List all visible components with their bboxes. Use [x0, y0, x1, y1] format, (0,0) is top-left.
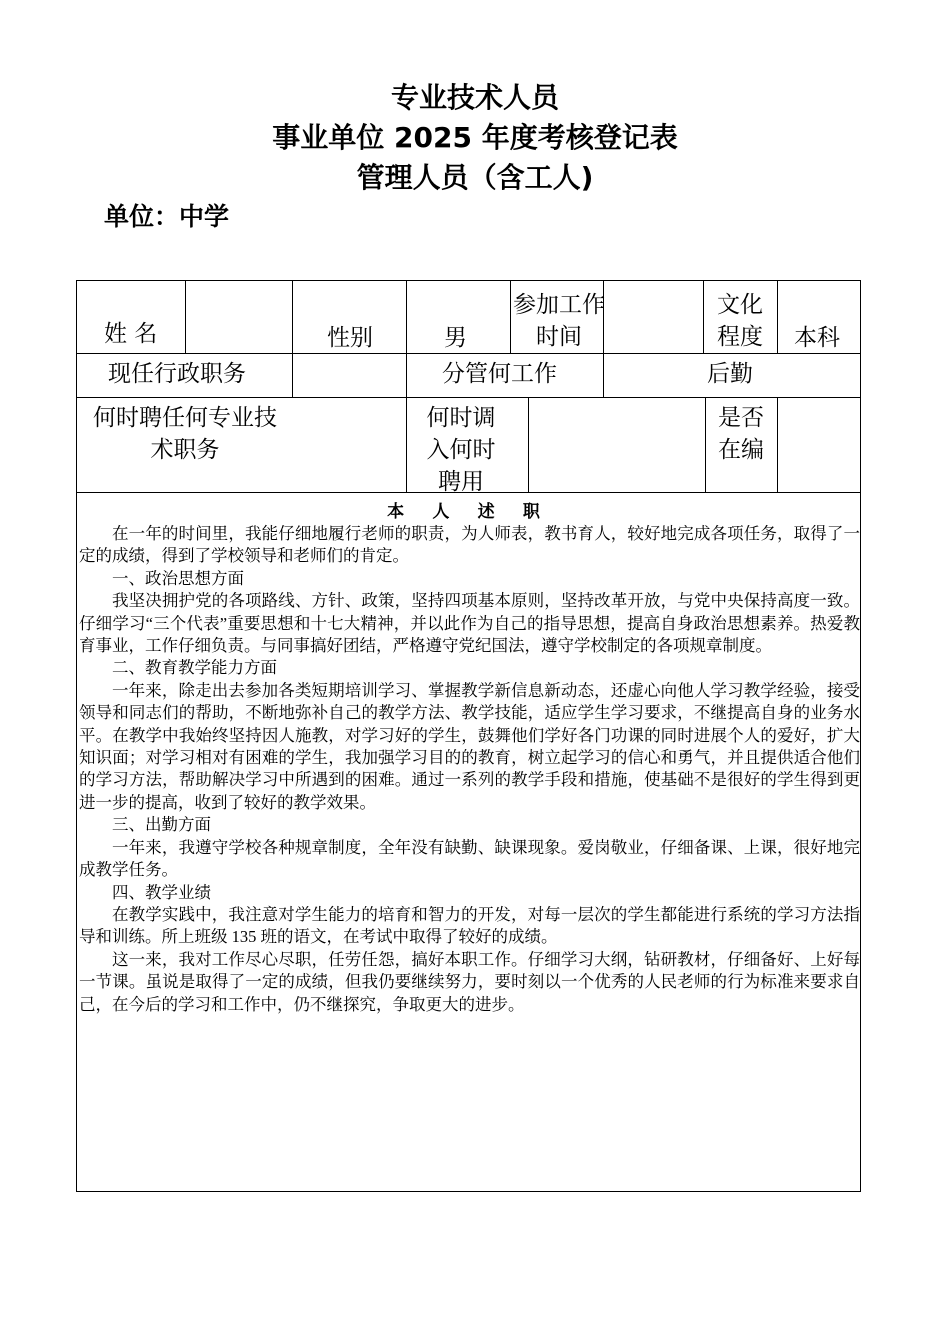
transfer-label: 何时调入何时聘用 [426, 405, 496, 495]
education-value[interactable]: 本科 [794, 325, 840, 351]
form-title-line3: 管理人员（含工人) [356, 161, 594, 194]
work-start-label: 参加工作时间 [513, 292, 605, 350]
section-heading: 一、政治思想方面 [112, 568, 244, 588]
statement-heading: 本 人 述 职 [387, 502, 552, 521]
section-heading: 四、教学业绩 [112, 882, 211, 902]
col-divider [777, 281, 778, 353]
statement-paragraph: 我坚决拥护党的各项路线、方针、政策，坚持四项基本原则，坚持改革开放，与党中央保持高度一致。仔细学习“三个代表”重要思想和十七大精神，并以此作为自己的指导思想，提高自身政治思想素养。热爱教育事业，工作仔细负责。与同事搞好团结，严格遵守党纪国法，遵守学校制定的各项规章制度。 [79, 591, 860, 656]
gender-value[interactable]: 男 [444, 325, 467, 351]
position-label: 现任行政职务 [108, 361, 246, 387]
statement-paragraph: 在教学实践中，我注意对学生能力的培育和智力的开发，对每一层次的学生都能进行系统的学习方法指导和训练。所上班级 135 班的语文，在考试中取得了较好的成绩。 [79, 904, 860, 947]
title-hire-label: 何时聘任何专业技术职务 [93, 405, 277, 463]
form-title-line1: 专业技术人员 [390, 81, 559, 114]
manage-value[interactable]: 后勤 [707, 361, 753, 387]
row-divider [77, 353, 860, 354]
row-divider [77, 397, 860, 398]
col-divider [777, 397, 778, 492]
statement-paragraph: 一年来，除走出去参加各类短期培训学习、掌握教学新信息新动态，还虚心向他人学习教学经验，接受领导和同志们的帮助，不断地弥补自己的教学方法、教学技能，适应学生学习要求，不继提高自身的业务水平。在教学中我始终坚持因人施教，对学习好的学生，鼓舞他们学好各门功课的同时进展个人的爱好，扩大知识面；对学习相对有困难的学生，我加强学习目的的教育，树立起学习的信心和勇气，并且提供适合他们的学习方法，帮助解决学习中所遇到的困难。通过一系列的教学手段和措施，使基础不是很好的学生得到更进一步的提高，收到了较好的教学效果。 [79, 680, 860, 812]
section-heading: 二、教育教学能力方面 [112, 658, 277, 678]
col-divider [528, 397, 529, 492]
self-statement [79, 501, 860, 1016]
col-divider [510, 281, 511, 353]
col-divider [705, 397, 706, 492]
form-title-line2: 事业单位 2025 年度考核登记表 [272, 121, 678, 154]
section-heading: 三、出勤方面 [112, 815, 211, 835]
staff-label: 是否在编 [718, 405, 764, 463]
gender-label: 性别 [327, 325, 373, 351]
col-divider [185, 281, 186, 353]
col-divider [406, 281, 407, 492]
statement-paragraph: 在一年的时间里，我能仔细地履行老师的职责，为人师表，教书育人，较好地完成各项任务，取得了一定的成绩，得到了学校领导和老师们的肯定。 [79, 524, 860, 566]
manage-label: 分管何工作 [442, 361, 557, 387]
education-label: 文化程度 [717, 292, 763, 350]
name-label: 姓 名 [104, 321, 158, 347]
statement-paragraph: 这一来，我对工作尽心尽职，任劳任怨，搞好本职工作。仔细学习大纲，钻研教材，仔细备好、上好每一节课。虽说是取得了一定的成绩，但我仍要继续努力，要时刻以一个优秀的人民老师的行为标准来要求自己，在今后的学习和工作中，仍不继探究，争取更大的进步。 [79, 949, 860, 1014]
col-divider [292, 281, 293, 397]
unit-label: 单位：中学 [104, 202, 230, 231]
col-divider [703, 281, 704, 353]
statement-paragraph: 一年来，我遵守学校各种规章制度，全年没有缺勤、缺课现象。爱岗敬业，仔细备课、上课，很好地完成教学任务。 [79, 837, 860, 880]
